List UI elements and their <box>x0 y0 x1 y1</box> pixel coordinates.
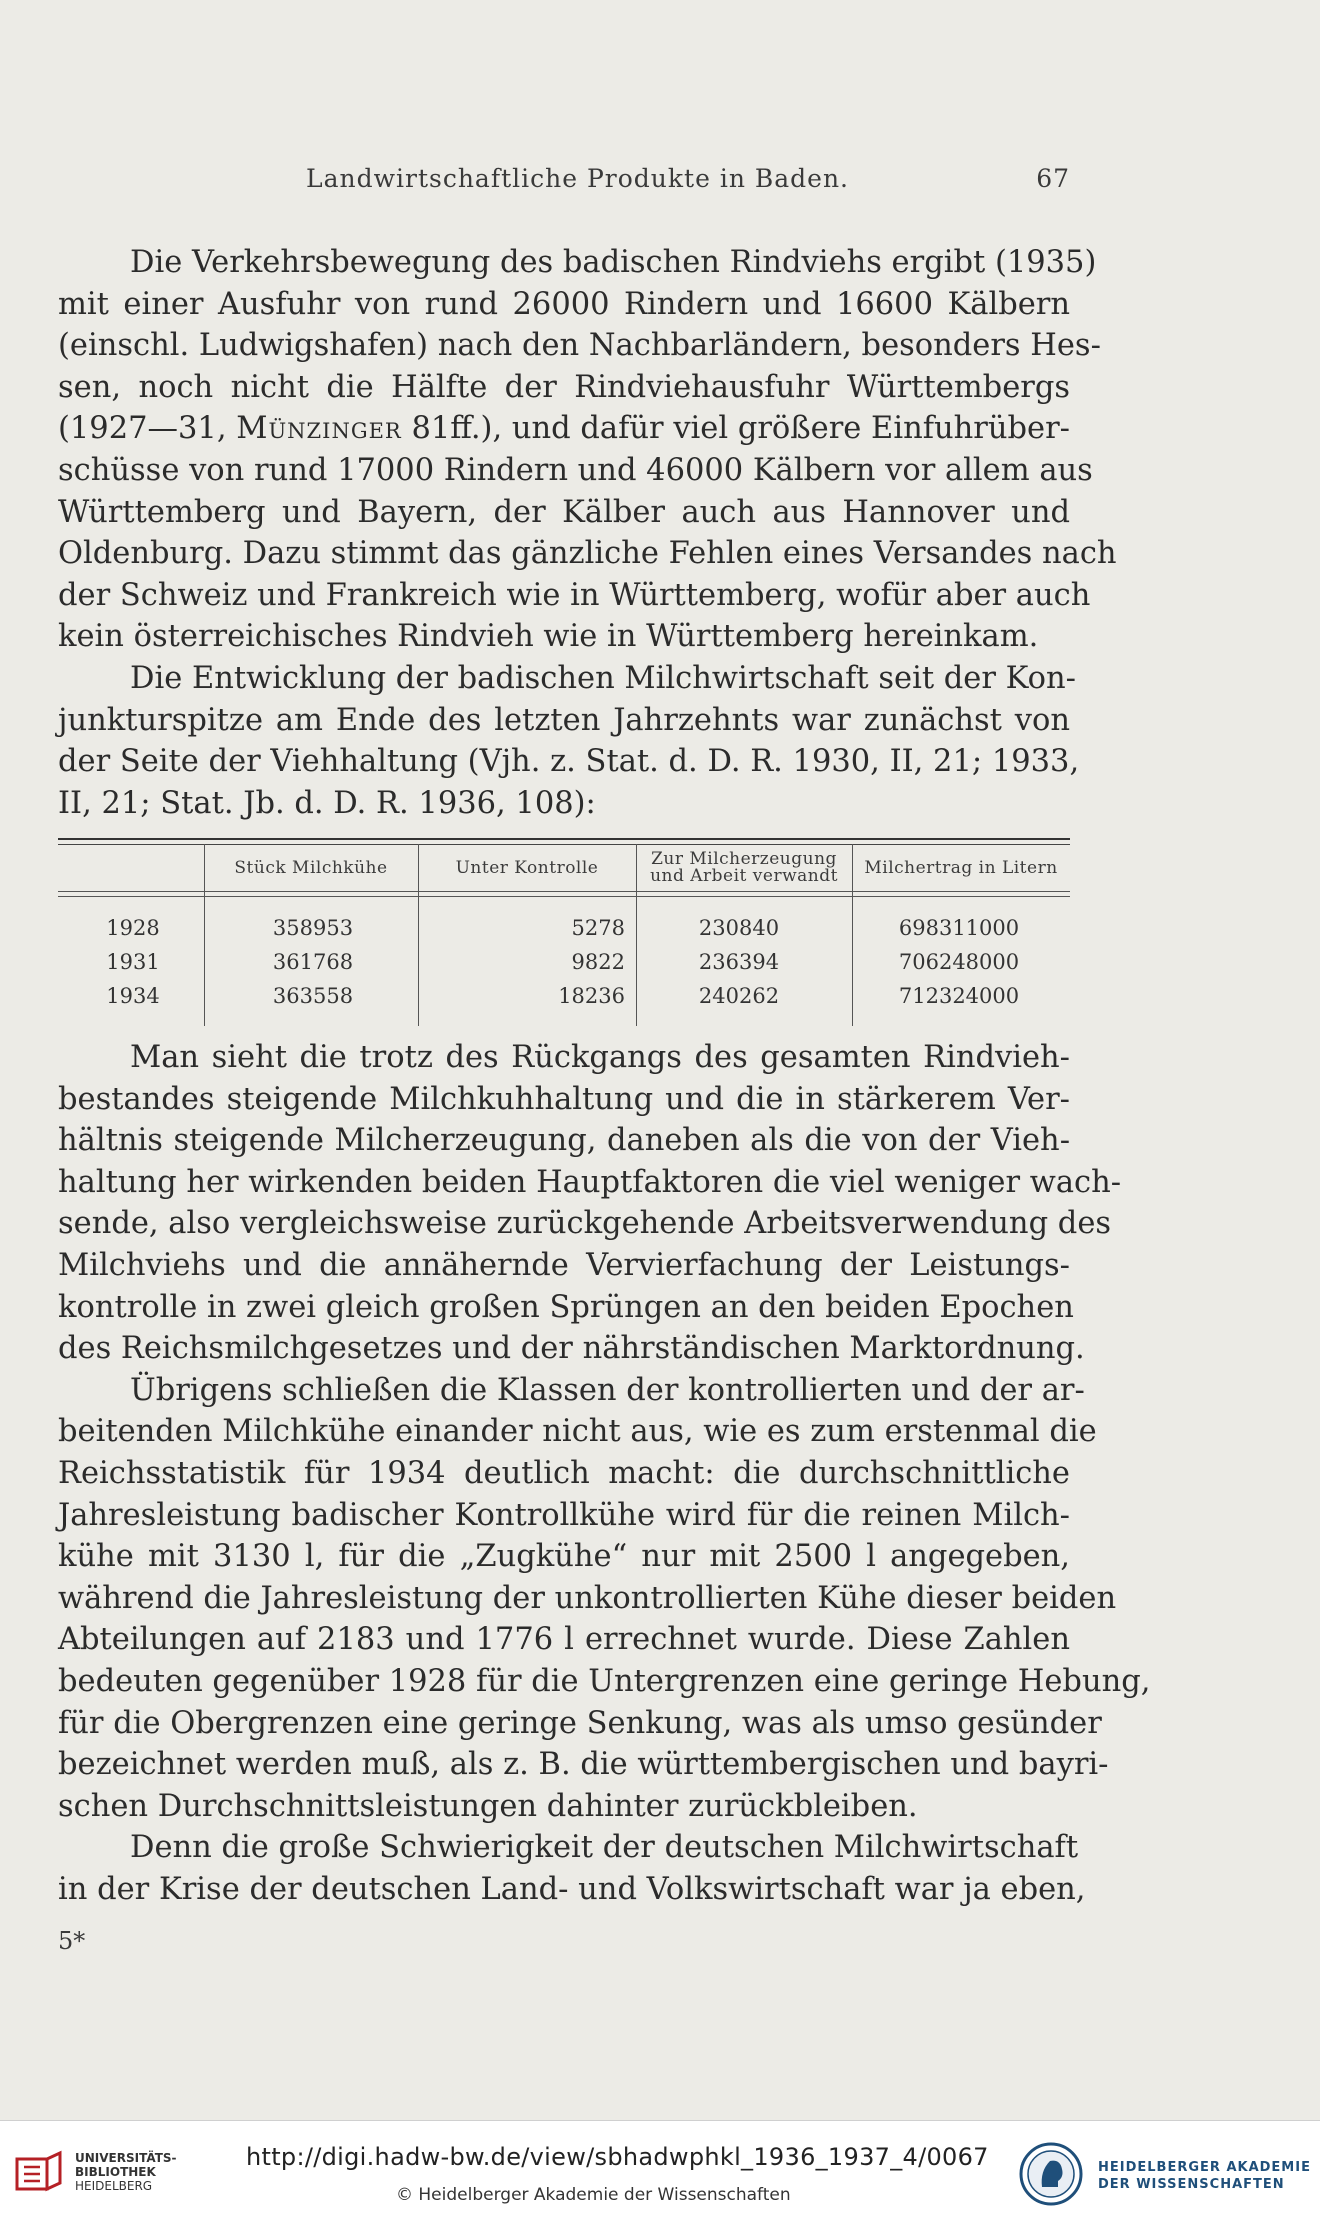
text-line: bedeuten gegenüber 1928 für die Untergrenzen eine geringe Hebung, <box>58 1663 1151 1699</box>
text-line: Übrigens schließen die Klassen der kontrollierten und der ar- <box>130 1372 1085 1408</box>
author-name: Münzinger <box>236 411 402 447</box>
text-line: in der Krise der deutschen Land- und Volkswirtschaft war ja eben, <box>58 1871 1086 1907</box>
text-line: Württemberg und Bayern, der Kälber auch aus Hannover und <box>58 494 1070 530</box>
university-library-logo-icon <box>14 2149 64 2199</box>
text-line: bestandes steigende Milchkuhhaltung und die in stärkerem Ver- <box>58 1081 1070 1117</box>
text-line: kühe mit 3130 l, für die „Zugkühe“ nur mit 2500 l angegeben, <box>58 1539 1070 1575</box>
table-cell: 706248000 <box>898 950 1020 974</box>
text-line: Reichsstatistik für 1934 deutlich macht: die durchschnittliche <box>58 1455 1070 1491</box>
text-line: haltung her wirkenden beiden Hauptfaktoren die viel weniger wach- <box>58 1164 1122 1200</box>
text-line: II, 21; Stat. Jb. d. D. R. 1936, 108): <box>58 785 596 821</box>
text-line: beitenden Milchkühe einander nicht aus, wie es zum erstenmal die <box>58 1414 1097 1450</box>
running-head <box>58 164 1070 204</box>
table-cell: 698311000 <box>898 916 1020 940</box>
table-cell-year: 1931 <box>106 950 160 974</box>
table-cell-year: 1934 <box>106 984 160 1008</box>
table-cell: 18236 <box>558 984 625 1008</box>
academy-name-line: DER WISSENSCHAFTEN <box>1098 2177 1285 2192</box>
text-line: Jahresleistung badischer Kontrollkühe wird für die reinen Milch- <box>58 1497 1070 1533</box>
table-rule <box>58 838 1070 840</box>
table-cell: 361768 <box>272 950 354 974</box>
text-line: Denn die große Schwierigkeit der deutschen Milchwirtschaft <box>130 1830 1079 1866</box>
table-cell: 236394 <box>698 950 780 974</box>
text-line: Die Verkehrsbewegung des badischen Rindviehs ergibt (1935) <box>130 245 1097 280</box>
text-line: Man sieht die trotz des Rückgangs des gesamten Rindvieh- <box>130 1040 1070 1075</box>
text-line: Abteilungen auf 2183 und 1776 l errechnet wurde. Diese Zahlen <box>58 1622 1070 1658</box>
text-line: schüsse von rund 17000 Rindern und 46000 Kälbern vor allem aus <box>58 452 1093 488</box>
table-cell: 358953 <box>272 916 354 940</box>
text-line: des Reichsmilchgesetzes und der nährständischen Marktordnung. <box>58 1331 1085 1367</box>
column-header: Milchertrag in Litern <box>864 857 1058 878</box>
library-name <box>75 2151 177 2193</box>
body-text-lower <box>58 1037 1151 1910</box>
table-cell-year: 1928 <box>106 916 160 940</box>
academy-name-line: HEIDELBERGER AKADEMIE <box>1098 2160 1311 2175</box>
table-rule <box>58 896 1070 897</box>
academy-seal-icon <box>1018 2141 1084 2207</box>
library-name-line: BIBLIOTHEK <box>75 2165 156 2179</box>
body-text-upper <box>58 242 1117 824</box>
text-line: der Schweiz und Frankreich wie in Württemberg, wofür aber auch <box>58 577 1091 613</box>
column-header-line: Zur Milcherzeugung <box>651 849 837 869</box>
text-line: schen Durchschnittsleistungen dahinter zurückbleiben. <box>58 1788 918 1824</box>
table-cell: 363558 <box>272 984 354 1008</box>
text-line: mit einer Ausfuhr von rund 26000 Rindern und 16600 Kälbern <box>58 286 1070 322</box>
text-line: hältnis steigende Milcherzeugung, daneben als die von der Vieh- <box>58 1123 1070 1159</box>
academy-name <box>1098 2159 1311 2193</box>
text-fragment: 81ff.), und dafür viel größere Einfuhrüber- <box>401 411 1070 447</box>
text-line: Oldenburg. Dazu stimmt das gänzliche Fehlen eines Versandes nach <box>58 536 1117 572</box>
column-header: Stück Milchkühe <box>234 857 388 878</box>
text-line: kontrolle in zwei gleich großen Sprüngen an den beiden Epochen <box>58 1289 1074 1325</box>
table-cell: 230840 <box>698 916 780 940</box>
library-name-line: HEIDELBERG <box>75 2179 153 2193</box>
running-title: Landwirtschaftliche Produkte in Baden. <box>306 164 850 193</box>
column-header <box>636 844 852 892</box>
text-fragment: (1927—31, <box>58 411 237 447</box>
milk-statistics-table <box>58 838 1070 1026</box>
table-cell: 712324000 <box>898 984 1020 1008</box>
table-cell: 240262 <box>698 984 780 1008</box>
text-line: (einschl. Ludwigshafen) nach den Nachbarländern, besonders Hes- <box>58 328 1101 364</box>
text-line: Die Entwicklung der badischen Milchwirtschaft seit der Kon- <box>130 660 1076 696</box>
text-line <box>58 408 1070 450</box>
text-line: kein österreichisches Rindvieh wie in Württemberg hereinkam. <box>58 619 1039 655</box>
text-line: Milchviehs und die annähernde Vervierfachung der Leistungs- <box>58 1247 1070 1283</box>
viewer-footer <box>0 2120 1320 2219</box>
page-number: 67 <box>1036 164 1070 193</box>
column-header: Unter Kontrolle <box>455 857 599 878</box>
text-line: für die Obergrenzen eine geringe Senkung, was als umso gesünder <box>58 1705 1102 1741</box>
table-cell: 9822 <box>571 950 625 974</box>
text-line: während die Jahresleistung der unkontrollierten Kühe dieser beiden <box>58 1580 1117 1616</box>
text-line: der Seite der Viehhaltung (Vjh. z. Stat. d. D. R. 1930, II, 21; 1933, <box>58 744 1080 780</box>
table-cell: 5278 <box>571 916 625 940</box>
permalink-url[interactable]: http://digi.hadw-bw.de/view/sbhadwphkl_1936_1937_4/0067 <box>246 2143 989 2171</box>
column-header-line: und Arbeit verwandt <box>650 866 838 886</box>
text-line: junkturspitze am Ende des letzten Jahrzehnts war zunächst von <box>58 702 1070 738</box>
text-line: sende, also vergleichsweise zurückgehende Arbeitsverwendung des <box>58 1206 1112 1242</box>
text-line: sen, noch nicht die Hälfte der Rindviehausfuhr Württembergs <box>58 369 1070 405</box>
library-name-line: UNIVERSITÄTS- <box>75 2151 177 2165</box>
signature-mark: 5* <box>58 1927 86 1955</box>
text-line: bezeichnet werden muß, als z. B. die württembergischen und bayri- <box>58 1747 1109 1783</box>
copyright-notice: © Heidelberger Akademie der Wissenschaften <box>396 2185 791 2205</box>
